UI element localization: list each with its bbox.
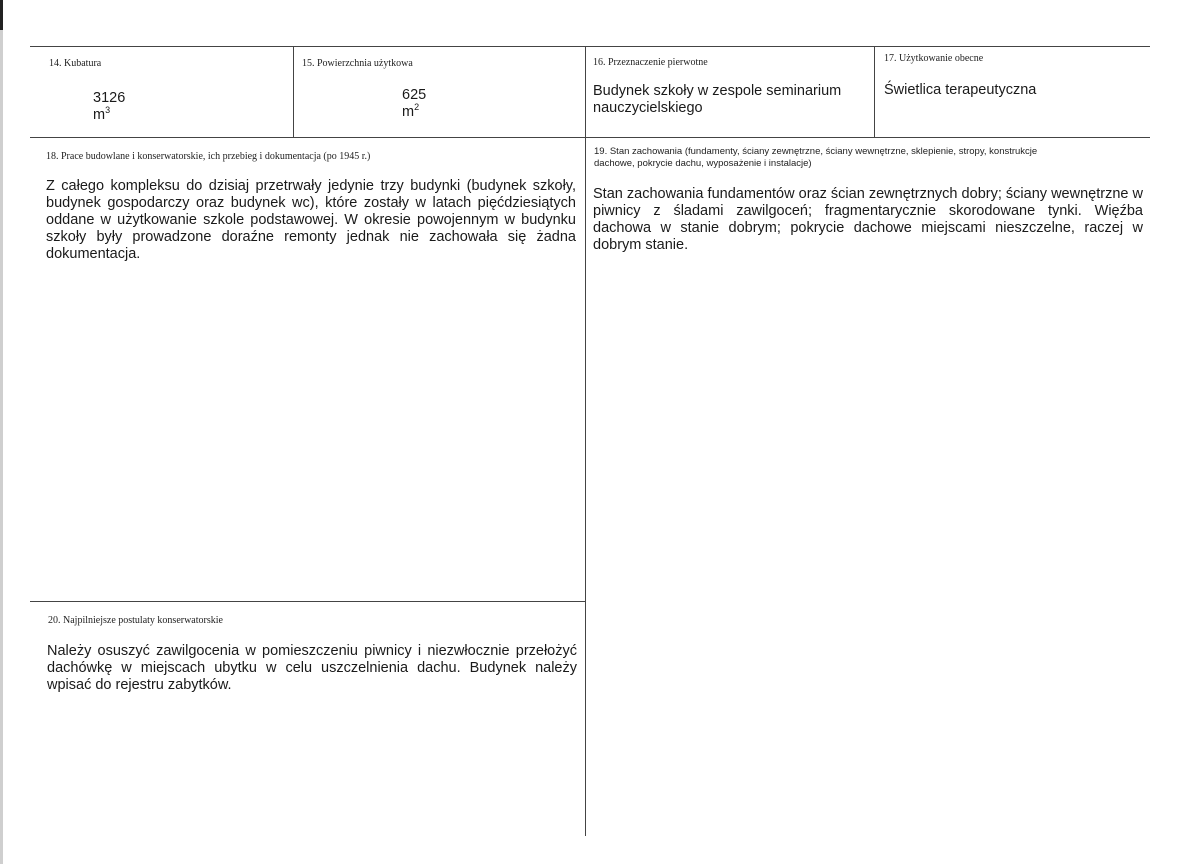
top-border-line [30, 46, 1150, 47]
kubatura-number: 3126 m [93, 90, 126, 123]
kubatura-unit-exponent: 3 [105, 105, 111, 115]
field-przeznaczenie-label: 16. Przeznaczenie pierwotne [593, 57, 708, 68]
powierzchnia-unit-exponent: 2 [414, 102, 420, 112]
field-uzytkowanie-value: Świetlica terapeutyczna [884, 82, 1037, 98]
field-uzytkowanie-label: 17. Użytkowanie obecne [884, 53, 984, 64]
powierzchnia-number: 625 m [402, 87, 427, 120]
scan-edge [0, 0, 3, 864]
field-prace-label: 18. Prace budowlane i konserwatorskie, ich przebieg i dokumentacja (po 1945 r.) [46, 151, 371, 162]
field-kubatura-label: 14. Kubatura [49, 58, 102, 69]
field-postulaty-label: 20. Najpilniejsze postulaty konserwatorskie [48, 615, 223, 626]
row-divider-line [30, 137, 1150, 138]
field-kubatura-value [93, 90, 125, 124]
col-divider-15-16 [585, 46, 586, 836]
field-20-top-line [30, 601, 585, 602]
field-powierzchnia-value [402, 87, 426, 121]
field-przeznaczenie-value: Budynek szkoły w zespole seminarium nauczycielskiego [593, 83, 842, 116]
field-stan-label: 19. Stan zachowania (fundamenty, ściany zewnętrzne, ściany wewnętrzne, sklepienie, stropy, konstrukcje dachowe, pokrycie dachu, wyposażenie i instalacje) [594, 146, 1038, 169]
col-divider-14-15 [293, 46, 294, 137]
field-powierzchnia-label: 15. Powierzchnia użytkowa [302, 58, 413, 69]
field-postulaty-value: Należy osuszyć zawilgocenia w pomieszczeniu piwnicy i niezwłocznie przełożyć dachówkę w miejscach ubytku w celu uszczelnienia dachu. Budynek należy wpisać do rejestru zabytków. [47, 643, 577, 693]
field-stan-value: Stan zachowania fundamentów oraz ścian zewnętrznych dobry; ściany wewnętrzne w piwnicy z śladami zawilgoceń; fragmentarycznie skorodowane tynki. Więźba dachowa w stanie dobrym; pokrycie dachowe miejscami nieszczelne, raczej w dobrym stanie. [593, 186, 1143, 253]
col-divider-16-17 [874, 46, 875, 137]
field-prace-value: Z całego kompleksu do dzisiaj przetrwały jedynie trzy budynki (budynek szkoły, budynek gospodarczy oraz budynek wc), które zostały w latach pięćdziesiątych oddane w użytkowanie szkole podstawowej. W okresie powojennym w budynku szkoły były prowadzone doraźne remonty jednak nie zachowała się żadna dokumentacja. [46, 178, 576, 262]
